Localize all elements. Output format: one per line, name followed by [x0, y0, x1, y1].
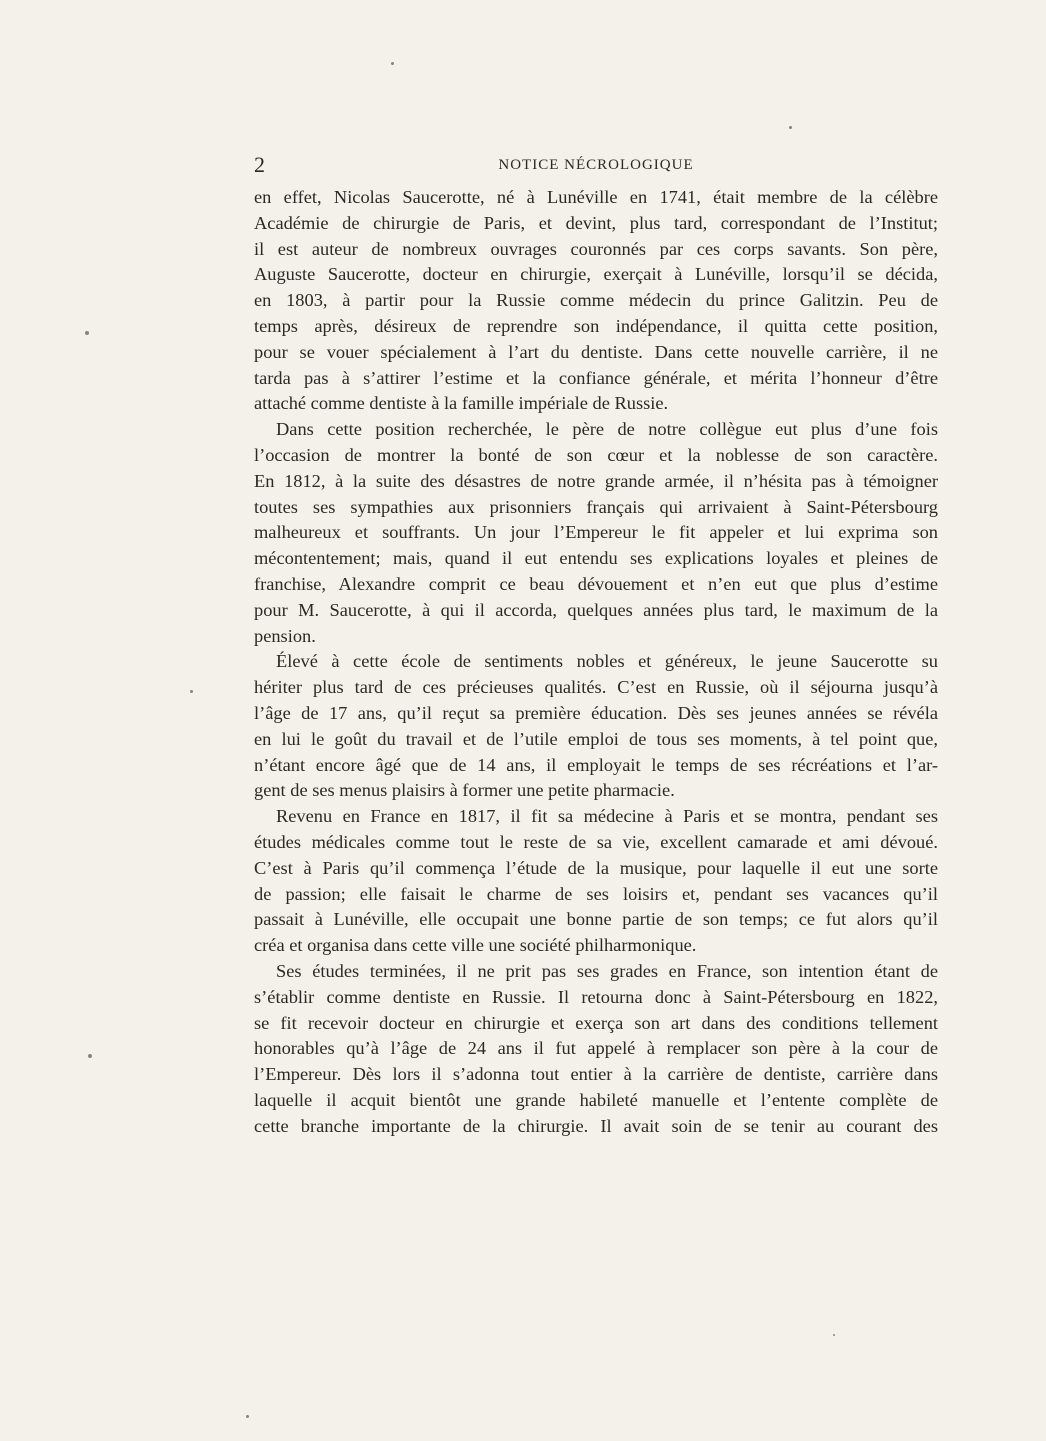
text-line: de passion; elle faisait le charme de ses loisirs et, pendant ses vacances qu’il: [254, 883, 938, 904]
text-line: C’est à Paris qu’il commença l’étude de la musique, pour laquelle il eut une sorte: [254, 857, 938, 878]
text-line: s’établir comme dentiste en Russie. Il retourna donc à Saint-Pétersbourg en 1822,: [254, 986, 938, 1007]
text-line: en lui le goût du travail et de l’utile emploi de tous ses moments, à tel point que,: [254, 728, 938, 749]
text-line: temps après, désireux de reprendre son indépendance, il quitta cette position,: [254, 315, 938, 336]
text-line: toutes ses sympathies aux prisonniers français qui arrivaient à Saint-Pétersbourg: [254, 496, 938, 517]
text-line: créa et organisa dans cette ville une société philharmonique.: [254, 935, 697, 956]
text-line: cette branche importante de la chirurgie. Il avait soin de se tenir au courant des: [254, 1115, 938, 1136]
text-line: se fit recevoir docteur en chirurgie et exerça son art dans des conditions tellement: [254, 1012, 938, 1033]
text-line: mécontentement; mais, quand il eut entendu ses explications loyales et pleines de: [254, 548, 938, 569]
text-line: Dans cette position recherchée, le père de notre collègue eut plus d’une fois: [276, 419, 938, 440]
scan-speck: [190, 690, 193, 693]
text-line: Revenu en France en 1817, il fit sa médecine à Paris et se montra, pendant ses: [276, 806, 938, 827]
text-line: gent de ses menus plaisirs à former une petite pharmacie.: [254, 780, 675, 801]
scan-speck: [85, 331, 89, 335]
text-line: malheureux et souffrants. Un jour l’Empereur le fit appeler et lui exprima son: [254, 522, 938, 543]
scan-speck: [391, 62, 394, 65]
page-number: 2: [254, 152, 265, 177]
text-line: pension.: [254, 625, 316, 646]
text-line: études médicales comme tout le reste de sa vie, excellent camarade et ami dévoué.: [254, 831, 938, 852]
text-line: pour M. Saucerotte, à qui il accorda, quelques années plus tard, le maximum de la: [254, 599, 938, 620]
text-line: Académie de chirurgie de Paris, et devint, plus tard, correspondant de l’Institut;: [254, 212, 938, 233]
text-line: il est auteur de nombreux ouvrages couronnés par ces corps savants. Son père,: [254, 238, 938, 259]
scan-speck: [833, 1334, 835, 1336]
page-header: [254, 150, 938, 180]
text-line: l’âge de 17 ans, qu’il reçut sa première éducation. Dès ses jeunes années se révéla: [254, 702, 938, 723]
text-line: franchise, Alexandre comprit ce beau dévouement et n’en eut que plus d’estime: [254, 573, 938, 594]
scan-speck: [789, 126, 792, 129]
text-line: tarda pas à s’attirer l’estime et la confiance générale, et mérita l’honneur d’être: [254, 367, 938, 388]
scan-speck: [88, 1054, 92, 1058]
text-line: En 1812, à la suite des désastres de notre grande armée, il n’hésita pas à témoigner: [254, 470, 938, 491]
text-line: en 1803, à partir pour la Russie comme médecin du prince Galitzin. Peu de: [254, 290, 938, 311]
text-line: passait à Lunéville, elle occupait une bonne partie de son temps; ce fut alors qu’il: [254, 909, 938, 930]
text-line: pour se vouer spécialement à l’art du dentiste. Dans cette nouvelle carrière, il ne: [254, 341, 938, 362]
text-line: n’étant encore âgé que de 14 ans, il employait le temps de ses récréations et l’ar-: [254, 754, 938, 775]
text-line: attaché comme dentiste à la famille impériale de Russie.: [254, 393, 669, 414]
text-line: honorables qu’à l’âge de 24 ans il fut appelé à remplacer son père à la cour de: [254, 1038, 938, 1059]
text-line: l’Empereur. Dès lors il s’adonna tout entier à la carrière de dentiste, carrière dans: [254, 1064, 938, 1085]
text-line: laquelle il acquit bientôt une grande habileté manuelle et l’entente complète de: [254, 1089, 938, 1110]
scan-speck: [246, 1415, 249, 1418]
text-line: Auguste Saucerotte, docteur en chirurgie, exerçait à Lunéville, lorsqu’il se décida,: [254, 264, 938, 285]
text-line: en effet, Nicolas Saucerotte, né à Lunéville en 1741, était membre de la célèbre: [254, 187, 938, 207]
text-line: Élevé à cette école de sentiments nobles et généreux, le jeune Saucerotte su: [276, 651, 938, 672]
text-line: Ses études terminées, il ne prit pas ses grades en France, son intention étant de: [276, 960, 938, 981]
text-line: hériter plus tard de ces précieuses qualités. C’est en Russie, où il séjourna jusqu’à: [254, 677, 938, 698]
body-text: [254, 185, 938, 1139]
running-title: NOTICE NÉCROLOGIQUE: [498, 157, 694, 173]
text-line: l’occasion de montrer la bonté de son cœur et la noblesse de son caractère.: [254, 444, 938, 465]
